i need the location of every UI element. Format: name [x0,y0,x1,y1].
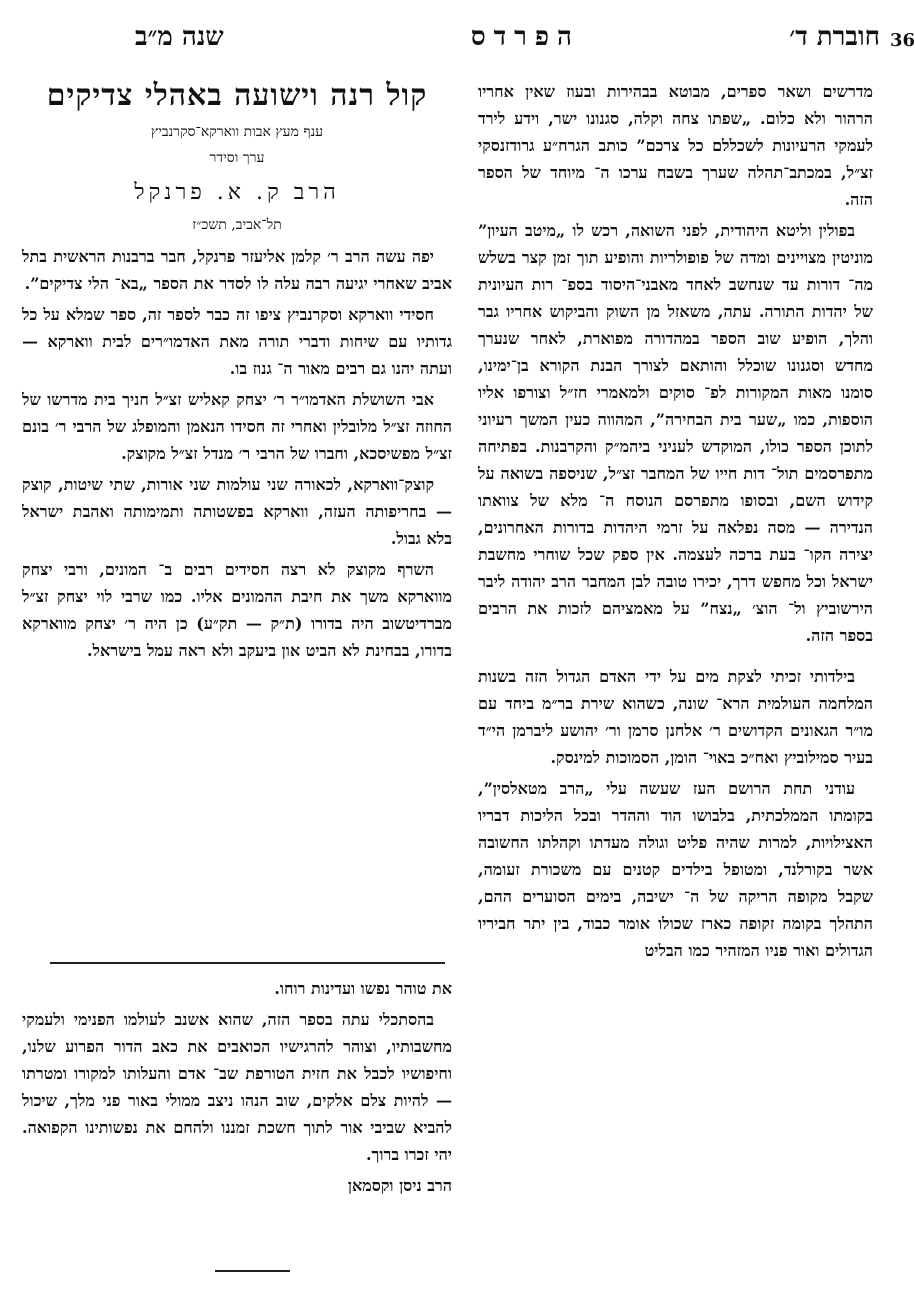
article-paragraph: יפה עשה הרב ר׳ קלמן אליעזר פרנקל, חבר ברבנות הראשית בתל אביב שאחרי יגיעה רבה עלה לו לסדר את הספר „בא־ הלי צדיקים”. [22,247,452,293]
section-divider [50,962,445,964]
page-number: 36 [889,30,915,51]
signature: הרב ניסן וקסמאן [347,1176,452,1195]
journal-issue: חוברת ד׳ [789,22,880,52]
article-column [22,78,452,958]
bottom-block [22,975,452,1285]
article-paragraph: קוצק־ווארקא, לכאורה שני עולמות שני אורות, שתי שיטות, קוצק — בחריפותה העזה, ווארקא בפשטותה ותמימותה ואהבת ישראל בלא גבול. [22,475,452,548]
article-title: קול רנה וישועה באהלי צדיקים [46,78,428,113]
article-edited: ערך וסידר [209,150,265,166]
article-author: הרב ק. א. פרנקל [134,180,340,205]
right-paragraph: בפולין וליטא היהודית, לפני השואה, רכש לו „מיטב העיון” מוניטין מצויינים ומדה של פופולריות והופיע תוך זמן קצר בשלש מה־ דורות עד שנחשב לאחד מאבני־היסוד בספ־ רות העיונית של יהדות התורה. עתה, משאזל מן השוק והביקוש אחריו גבר והלך, הופיע שוב הספר במהדורה מפוארת, לאחר שנערך מחדש וסגנונו שוכלל והותאם לצורך הבנת הקורא בן־ימינו, סומנו מאות המקורות לפ־ סוקים ולמאמרי חז״ל וצורפו אליו הוספות, כמו „שער בית הבחירה”, המהווה כעין המשך רעיוני לתוכן הספר כולו, המוקדש לעניני ביהמ״ק והקרבנות. בפתיחה מתפרסמים תול־ דות חייו של המחבר זצ״ל, שניספה בשואה על קידוש השם, ובסופו מתפרסם הנוסח ה־ מלא של צוואתו הנדירה — מסה נפלאה על זרמי היהדות בדורות האחרונים, יצירה הקו־ בעת ברכה לעצמה. אין ספק שכל שוחרי מחשבת ישראל וכל מחפש דרך, יכירו טובה לבן המחבר הרב יהודה ליבר הירשוביץ ול־ הוצ׳ „נצח” על מאמציהם לזכות את הרבים בספר הזה. [478,221,874,645]
article-paragraph: השרף מקוצק לא רצה חסידים רבים ב־ המונים, ורבי יצחק מווארקא משך את חיבת ההמונים אליו. כמו שרבי לוי יצחק זצ״ל מברדיטשוב היה בדורו (ת״ק — תק״ע) כן היה ר׳ יצחק מווארקא בדורו, בבחינת לא הביט און ביעקב ולא ראה עמל בישראל. [22,560,452,660]
page-header [40,22,915,62]
journal-year: שנה מ״ב [135,22,224,52]
end-rule [215,1270,290,1272]
article-subtitle: ענף מעץ אבות ווארקא־סקרנביץ [150,124,324,140]
article-place: תל־אביב, תשכ״ז [192,217,282,233]
right-paragraph: עודני תחת הרושם העז שעשה עלי „הרב מטאלסין”, בקומתו הממלכתית, בלבושו הוד וההדר ובכל הליכות דבריו האצילויות, למרות שהיה פליט וגולה מעדתו וקהלתו החשובה אשר בקורלנד, ומטופל בילדים קטנים עם משכורת זעומה, שקבל מקופה הריקה של ה־ ישיבה, בימים הסוערים ההם, התהלך בקומה זקופה כארז שכולו אומר כבוד, בין יתר חביריו הגדולים ואור פניו המזהיר כמו הבליט [478,779,873,960]
article-paragraph: חסידי ווארקא וסקרנביץ ציפו זה כבר לספר זה, ספר שמלא על כל גדותיו עם שיחות ודברי תורה מאת האדמו״רים לבית ווארקא — ועתה יהנו גם רבים מאור ה־ גנוז בו. [22,305,452,378]
article-body [22,243,452,664]
article-paragraph: אבי השושלת האדמו״ר ר׳ יצחק קאליש זצ״ל חניך בית מדרשו של החוזה זצ״ל מלובלין ואחרי זה חסידו הנאמן והמופלג של הרבי ר׳ בונם זצ״ל מפשיסכא, וחברו של הרבי ר׳ מנדל זצ״ל מקוצק. [22,390,452,463]
bottom-paragraph: את טוהר נפשו ועדינות רוחו. [274,979,452,998]
right-paragraph: מדרשים ושאר ספרים, מבוטא בבהירות ובעוז שאין אחריו הרהור ולא כלום. „שפתו צחה וקלה, סגנונו ישר, וידע לירד לעמקי הרעיונות לשכללם כל צרכם” כותב הגרח״ע גרודזנסקי זצ״ל, במכתב־תהלה שערך בשבח ערכו ה־ מיוחד של הספר הזה. [478,82,873,209]
bottom-paragraph: בהסתכלי עתה בספר הזה, שהוא אשנב לעולמו הפנימי ולעמקי מחשבותיו, וצוהר להרגישיו הכואבים את כאב הדור הפרוע שלנו, וחיפושיו לכבל את חזית הטורפת שב־ אדם והעלותו למקורו ומטרתו — להיות צלם אלקים, שוב הנהו ניצב ממולי באור פני מלך, שיכול להביא שביבי אור לתוך חשכת זמננו ולהחם את נפשותינו הקפואה. יהי זכרו ברוך. [22,1010,452,1164]
right-paragraph: בילדותי זכיתי לצקת מים על ידי האדם הגדול הזה בשנות המלחמה העולמית הרא־ שונה, כשהוא שירת בר״מ ביחד עם מו״ר הגאונים הקדושים ר׳ אלחנן סרמן ור׳ יהושע ליברמן הי״ד בעיר סמילוביץ ואח״כ באוי־ הומן, הסמוכות למינסק. [478,667,873,767]
right-column [478,78,873,1285]
journal-name: הפרדס [470,22,580,52]
